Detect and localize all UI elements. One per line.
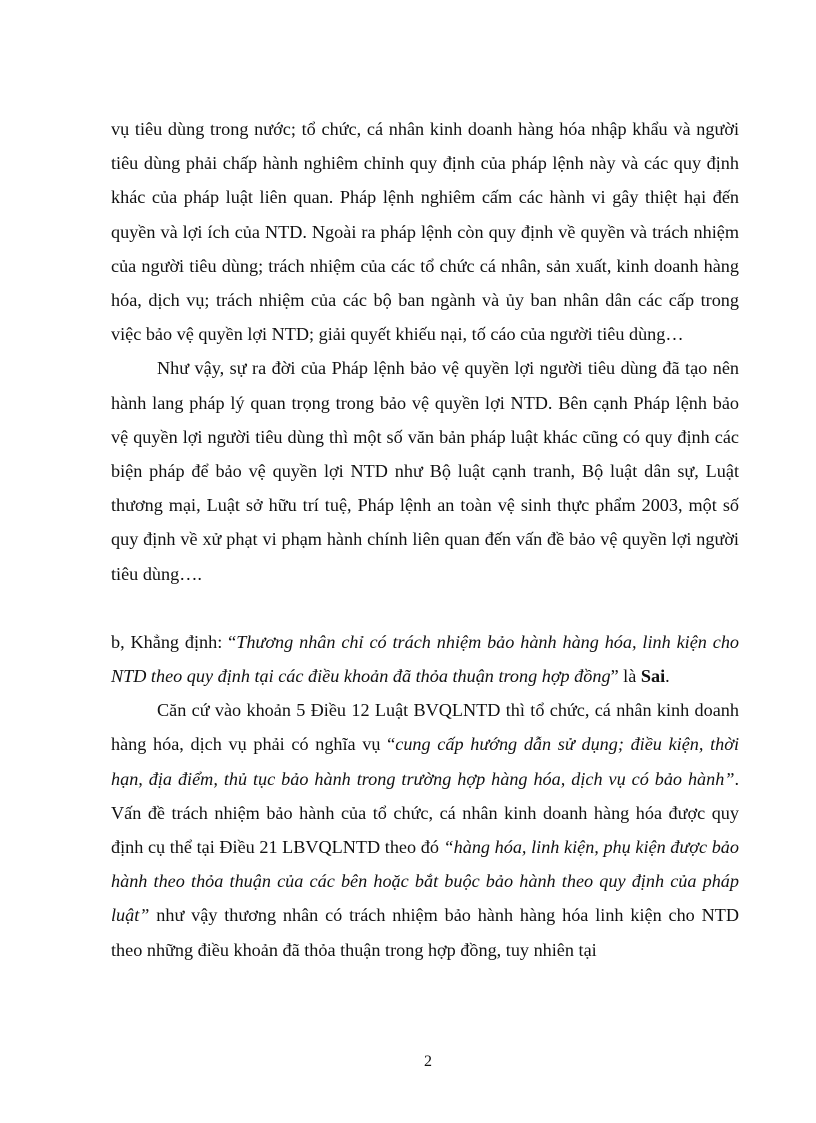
page-number: 2 (424, 1053, 432, 1070)
document-body (111, 112, 739, 967)
statement-quote: Thương nhân chỉ có trách nhiệm bảo hành hàng hóa, linh kiện cho NTD theo quy định tại các điều khoản đã thỏa thuận trong hợp đồng (111, 631, 740, 687)
basis-text-3: như vậy thương nhân có trách nhiệm bảo hành hàng hóa linh kiện cho NTD theo những điều khoản đã thỏa thuận trong hợp đồng, tuy nhiên tại (111, 905, 739, 960)
paragraph-consumer-ordinance-scope: vụ tiêu dùng trong nước; tổ chức, cá nhân kinh doanh hàng hóa nhập khẩu và người tiêu dùng phải chấp hành nghiêm chỉnh quy định của pháp lệnh này và các quy định khác của pháp luật liên quan. Pháp lệnh nghiêm cấm các hành vi gây thiệt hại đến quyền và lợi ích của NTD. Ngoài ra pháp lệnh còn quy định về quyền và trách nhiệm của người tiêu dùng; trách nhiệm của các tổ chức cá nhân, sản xuất, kinh doanh hàng hóa, dịch vụ; trách nhiệm của các bộ ban ngành và ủy ban nhân dân các cấp trong việc bảo vệ quyền lợi NTD; giải quyết khiếu nại, tố cáo của người tiêu dùng… (111, 119, 739, 345)
paragraph-legal-framework: Như vậy, sự ra đời của Pháp lệnh bảo vệ quyền lợi người tiêu dùng đã tạo nên hành lang pháp lý quan trọng trong bảo vệ quyền lợi NTD. Bên cạnh Pháp lệnh bảo vệ quyền lợi người tiêu dùng thì một số văn bản pháp luật khác cũng có quy định các biện pháp để bảo vệ quyền lợi NTD như Bộ luật cạnh tranh, Bộ luật dân sự, Luật thương mại, Luật sở hữu trí tuệ, Pháp lệnh an toàn vệ sinh thực phẩm 2003, một số quy định về xử phạt vi phạm hành chính liên quan đến vấn đề bảo vệ quyền lợi người tiêu dùng…. (111, 358, 739, 584)
statement-middle: ” là (610, 666, 641, 687)
statement-end: . (665, 666, 670, 687)
basis-quote-2: “hàng hóa, linh kiện, phụ kiện được bảo hành theo thỏa thuận của các bên hoặc bắt buộc bảo hành theo quy định của pháp luật” (111, 837, 739, 926)
basis-quote-1: cung cấp hướng dẫn sử dụng; điều kiện, thời hạn, địa điểm, thủ tục bảo hành trong trường hợp hàng hóa, dịch vụ có bảo hành” (111, 734, 740, 789)
paragraph-spacer (111, 591, 739, 625)
paragraph-warranty-basis (111, 693, 739, 967)
statement-prefix: b, Khẳng định: “ (111, 631, 237, 652)
basis-text-2: . Vấn đề trách nhiệm bảo hành của tổ chức, cá nhân kinh doanh hàng hóa được quy định cụ thể tại Điều 21 LBVQLNTD theo đó (111, 768, 739, 858)
basis-text-1: Căn cứ vào khoản 5 Điều 12 Luật BVQLNTD thì tổ chức, cá nhân kinh doanh hàng hóa, dịch vụ phải có nghĩa vụ “ (111, 700, 739, 755)
statement-verdict: Sai (640, 666, 666, 687)
paragraph-statement-b (111, 625, 739, 693)
